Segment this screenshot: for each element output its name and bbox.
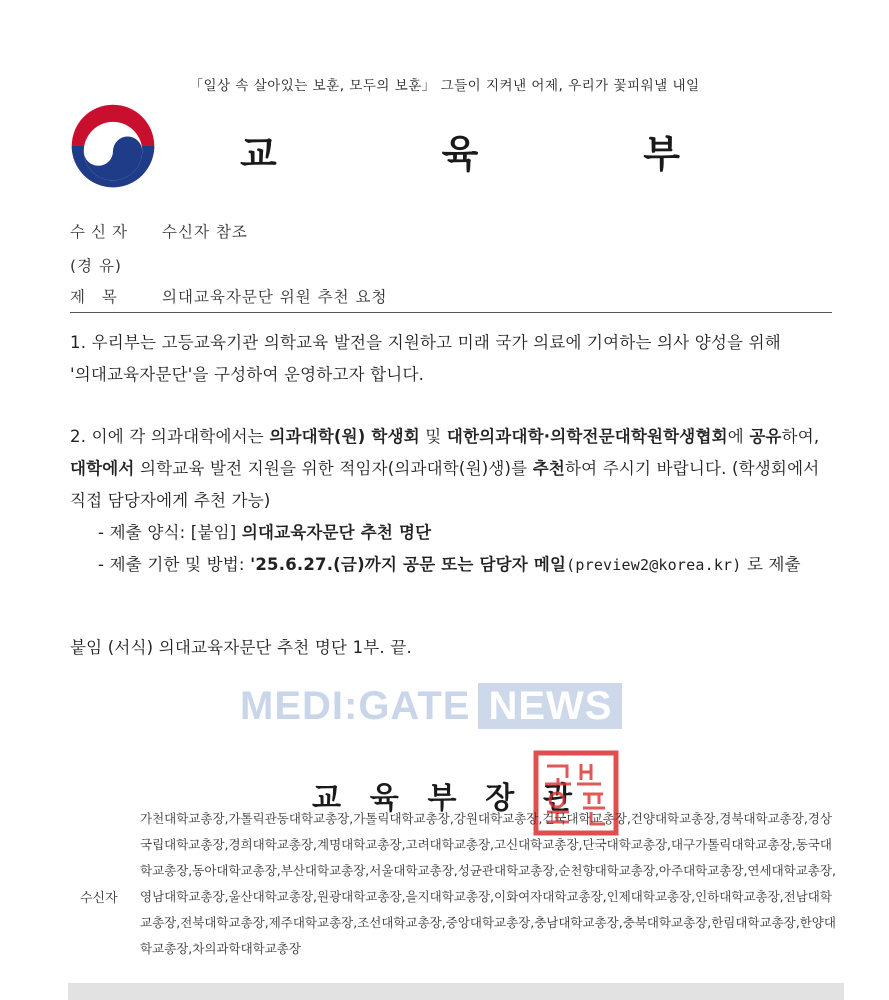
minister-signature: 교 육 부 장 관	[312, 781, 572, 816]
subject-value: 의대교육자문단 위원 추천 요청	[162, 288, 388, 306]
watermark-left: MEDI:GATE	[240, 683, 471, 728]
medigate-watermark	[240, 683, 622, 729]
bullet-submission-form: - 제출 양식: [붙임] 의대교육자문단 추천 명단	[98, 523, 432, 542]
ministry-char: 육	[441, 131, 479, 176]
ministry-char: 부	[643, 131, 680, 176]
header-divider	[70, 312, 832, 313]
paragraph-2	[70, 421, 838, 581]
ministry-char: 교	[240, 131, 277, 176]
subject-label: 제 목	[70, 288, 123, 306]
recipient-label: 수신자	[70, 223, 133, 241]
contact-email: (preview2@korea.kr)	[566, 556, 742, 574]
bullet-submission-deadline: - 제출 기한 및 방법: '25.6.27.(금)까지 공문 또는 담당자 메일(preview2@korea.kr) 로 제출	[98, 555, 801, 574]
recipients-label: 수신자	[80, 891, 118, 906]
footer-bar	[68, 983, 844, 1000]
via-label: (경 유)	[70, 257, 122, 275]
recipients-list: 가천대학교총장,가톨릭관동대학교총장,가톨릭대학교총장,강원대학교총장,건국대학교총장,건양대학교총장,경북대학교총장,경상국립대학교총장,경희대학교총장,계명대학교총장,고려대학교총장,고신대학교총장,단국대학교총장,대구가톨릭대학교총장,동국대학교총장,동아대학교총장,부산대학교총장,서울대학교총장,성균관대학교총장,순천향대학교총장,아주대학교총장,연세대학교총장,영남대학교총장,울산대학교총장,원광대학교총장,을지대학교총장,이화여자대학교총장,인제대학교총장,인하대학교총장,전남대학교총장,전북대학교총장,제주대학교총장,조선대학교총장,중앙대학교총장,충남대학교총장,충북대학교총장,한림대학교총장,한양대학교총장,차의과학대학교총장	[140, 811, 836, 956]
ministry-title	[240, 123, 680, 178]
attachment-line: 붙임 (서식) 의대교육자문단 추천 명단 1부. 끝.	[70, 638, 412, 657]
slogan: 「일상 속 살아있는 보훈, 모두의 보훈」 그들이 지켜낸 어제, 우리가 꽃피워낼 내일	[189, 78, 700, 94]
recipient-value: 수신자 참조	[162, 223, 248, 241]
subject-row	[70, 285, 387, 307]
via-row	[70, 254, 122, 276]
recipient-row	[70, 220, 248, 242]
watermark-right: NEWS	[478, 683, 622, 729]
paragraph-1: 1. 우리부는 고등교육기관 의학교육 발전을 지원하고 미래 국가 의료에 기여하는 의사 양성을 위해 '의대교육자문단'을 구성하여 운영하고자 합니다.	[70, 333, 781, 384]
paragraph-2-text: 2. 이에 각 의과대학에서는 의과대학(원) 학생회 및 대한의과대학·의학전문대학원학생협회에 공유하여, 대학에서 의학교육 발전 지원을 위한 적임자(의과대학(원)생)를 추천하여 주시기 바랍니다. (학생회에서 직접 담당자에게 추천 가능)	[70, 427, 820, 510]
government-emblem-icon	[70, 103, 156, 189]
